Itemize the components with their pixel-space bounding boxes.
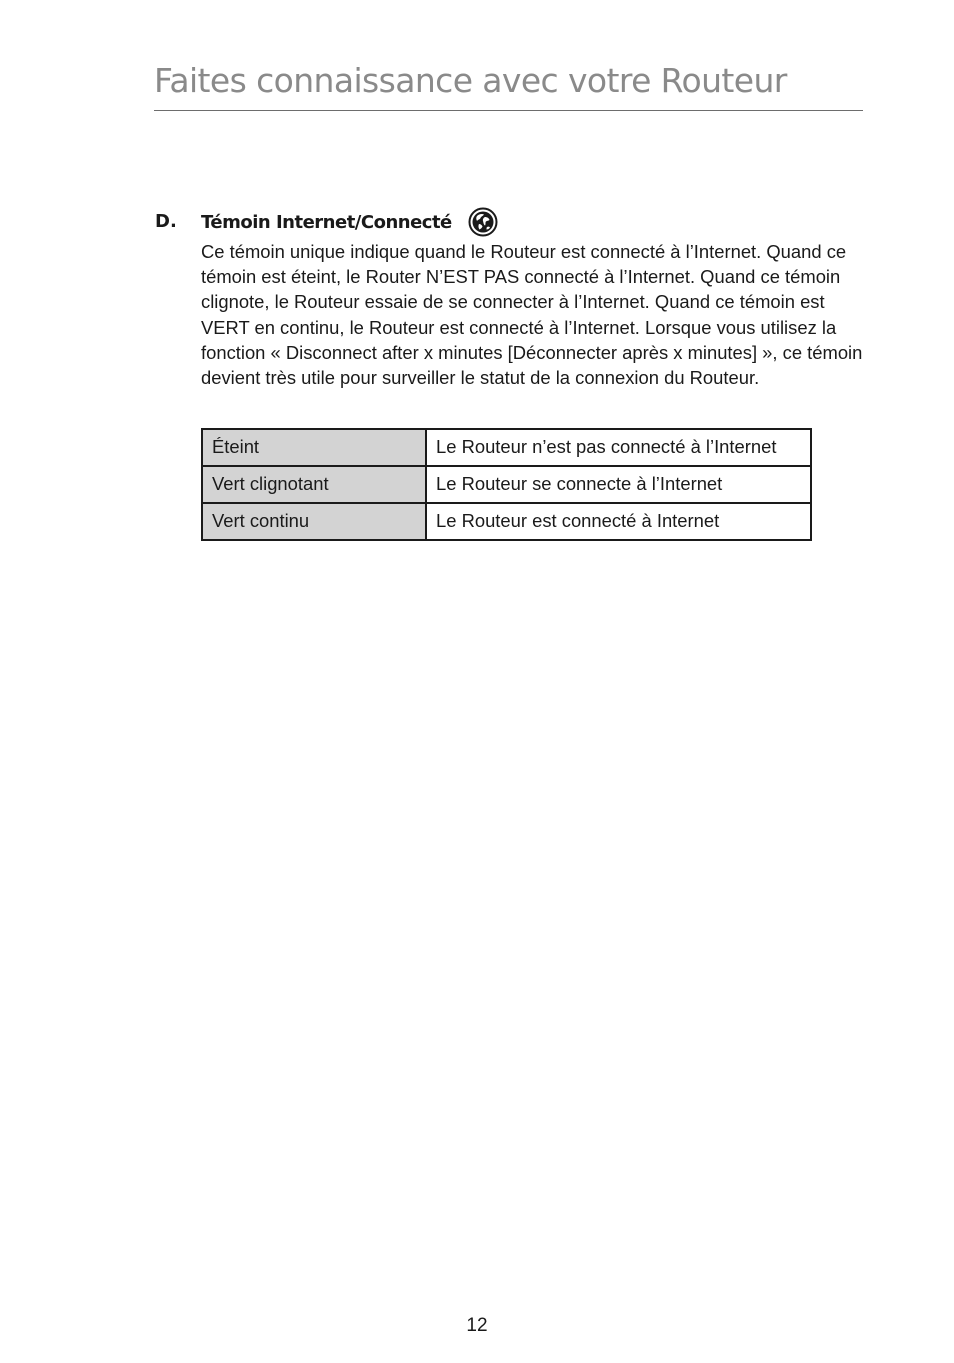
description-cell: Le Routeur est connecté à Internet <box>426 503 811 540</box>
page-header <box>154 58 863 111</box>
section-body <box>201 239 865 390</box>
description-cell: Le Routeur se connecte à l’Internet <box>426 466 811 503</box>
table-row <box>202 429 811 466</box>
status-table <box>201 428 812 541</box>
page-title: Faites connaissance avec votre Routeur <box>154 61 787 100</box>
table-row <box>202 466 811 503</box>
state-cell: Vert continu <box>202 503 426 540</box>
section-heading-text: Témoin Internet/Connecté <box>201 211 452 233</box>
state-cell: Vert clignotant <box>202 466 426 503</box>
globe-icon <box>468 207 498 237</box>
section-letter: D. <box>155 211 177 232</box>
description-cell: Le Routeur n’est pas connecté à l’Internet <box>426 429 811 466</box>
state-cell: Éteint <box>202 429 426 466</box>
table-row <box>202 503 811 540</box>
section-body-text: Ce témoin unique indique quand le Routeur est connecté à l’Internet. Quand ce témoin est éteint, le Router N’EST PAS connecté à l’Internet. Quand ce témoin clignote, le Routeur essaie de se connecter à l’Internet. Quand ce témoin est VERT en continu, le Routeur est connecté à l’Internet. Lorsque vous utilisez la fonction « Disconnect after x minutes [Déconnecter après x minutes] », ce témoin devient très utile pour surveiller le statut de la connexion du Routeur. <box>201 241 863 389</box>
page-number: 12 <box>466 1315 488 1336</box>
section-heading <box>201 206 498 238</box>
